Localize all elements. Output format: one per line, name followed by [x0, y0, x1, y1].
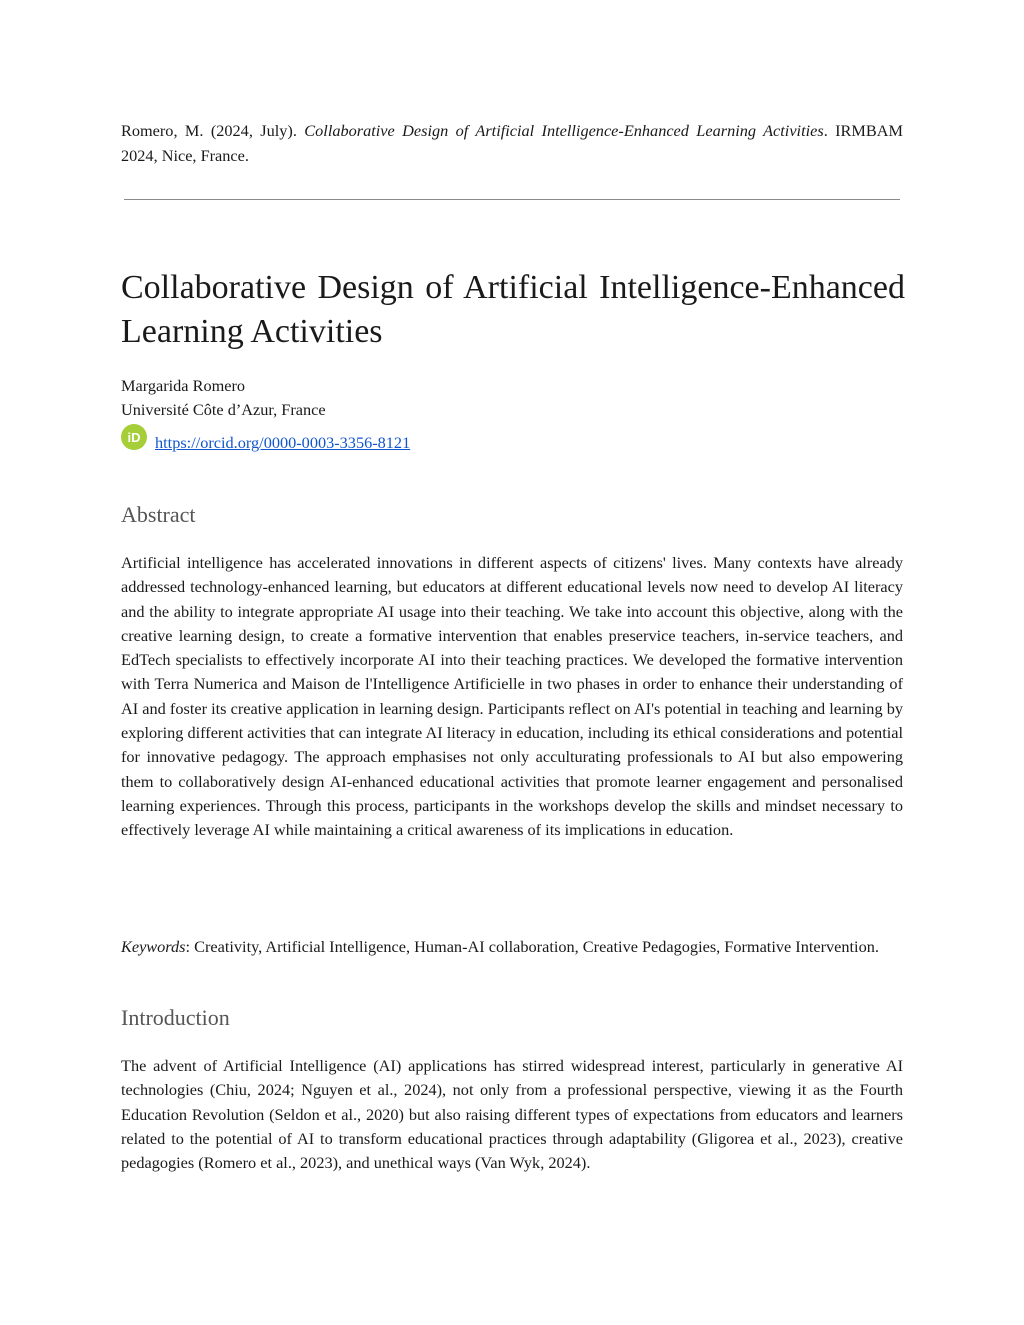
citation-block [121, 118, 903, 168]
orcid-row [121, 424, 410, 454]
abstract-heading: Abstract [121, 502, 196, 527]
keywords-text: : Creativity, Artificial Intelligence, Human-AI collaboration, Creative Pedagogies, Formative Intervention. [185, 937, 879, 956]
introduction-text: The advent of Artificial Intelligence (AI) applications has stirred widespread interest, particularly in generative AI technologies (Chiu, 2024; Nguyen et al., 2024), not only from a professional perspective, viewing it as the Fourth Education Revolution (Seldon et al., 2020) but also raising different types of expectations from educators and learners related to the potential of AI to transform educational practices through adaptability (Gligorea et al., 2023), creative pedagogies (Romero et al., 2023), and unethical ways (Van Wyk, 2024). [121, 1056, 903, 1173]
citation-title: Collaborative Design of Artificial Intelligence-Enhanced Learning Activities [304, 121, 824, 140]
abstract-text: Artificial intelligence has accelerated innovations in different aspects of citizens' lives. Many contexts have already addressed technology-enhanced learning, but educators at different educational levels now need to develop AI literacy and the ability to integrate appropriate AI usage into their teaching. We take into account this objective, along with the creative learning design, to create a formative intervention that enables preservice teachers, in-service teachers, and EdTech specialists to effectively incorporate AI into their teaching practices. We developed the formative intervention with Terra Numerica and Maison de l'Intelligence Artificielle in two phases in order to enhance their understanding of AI and foster its creative application in learning design. Participants reflect on AI's potential in teaching and learning by exploring different activities that can integrate AI literacy in education, including its ethical considerations and potential for innovative pedagogy. The approach emphasises not only acculturating professionals to AI but also empowering them to collaboratively design AI-enhanced educational activities that promote learner engagement and personalised learning experiences. Through this process, participants in the workshops develop the skills and mindset necessary to effectively leverage AI while maintaining a critical awareness of its implications in education. [121, 553, 903, 840]
keywords [121, 935, 903, 959]
citation [121, 118, 903, 168]
orcid-icon: iD [121, 424, 147, 450]
keywords-label: Keywords [121, 937, 186, 956]
author-block [121, 374, 721, 422]
author-name: Margarida Romero [121, 376, 246, 395]
author-affiliation: Université Côte d’Azur, France [121, 400, 326, 419]
citation-prefix: Romero, M. (2024, July). [121, 121, 305, 140]
paper-title: Collaborative Design of Artificial Intelligence-Enhanced Learning Activities [121, 269, 905, 350]
orcid-link[interactable]: https://orcid.org/0000-0003-3356-8121 [155, 433, 411, 452]
introduction-heading: Introduction [121, 1005, 230, 1030]
citation-suffix: . IRMBAM 2024, Nice, France. [121, 121, 903, 165]
horizontal-divider [124, 199, 900, 200]
